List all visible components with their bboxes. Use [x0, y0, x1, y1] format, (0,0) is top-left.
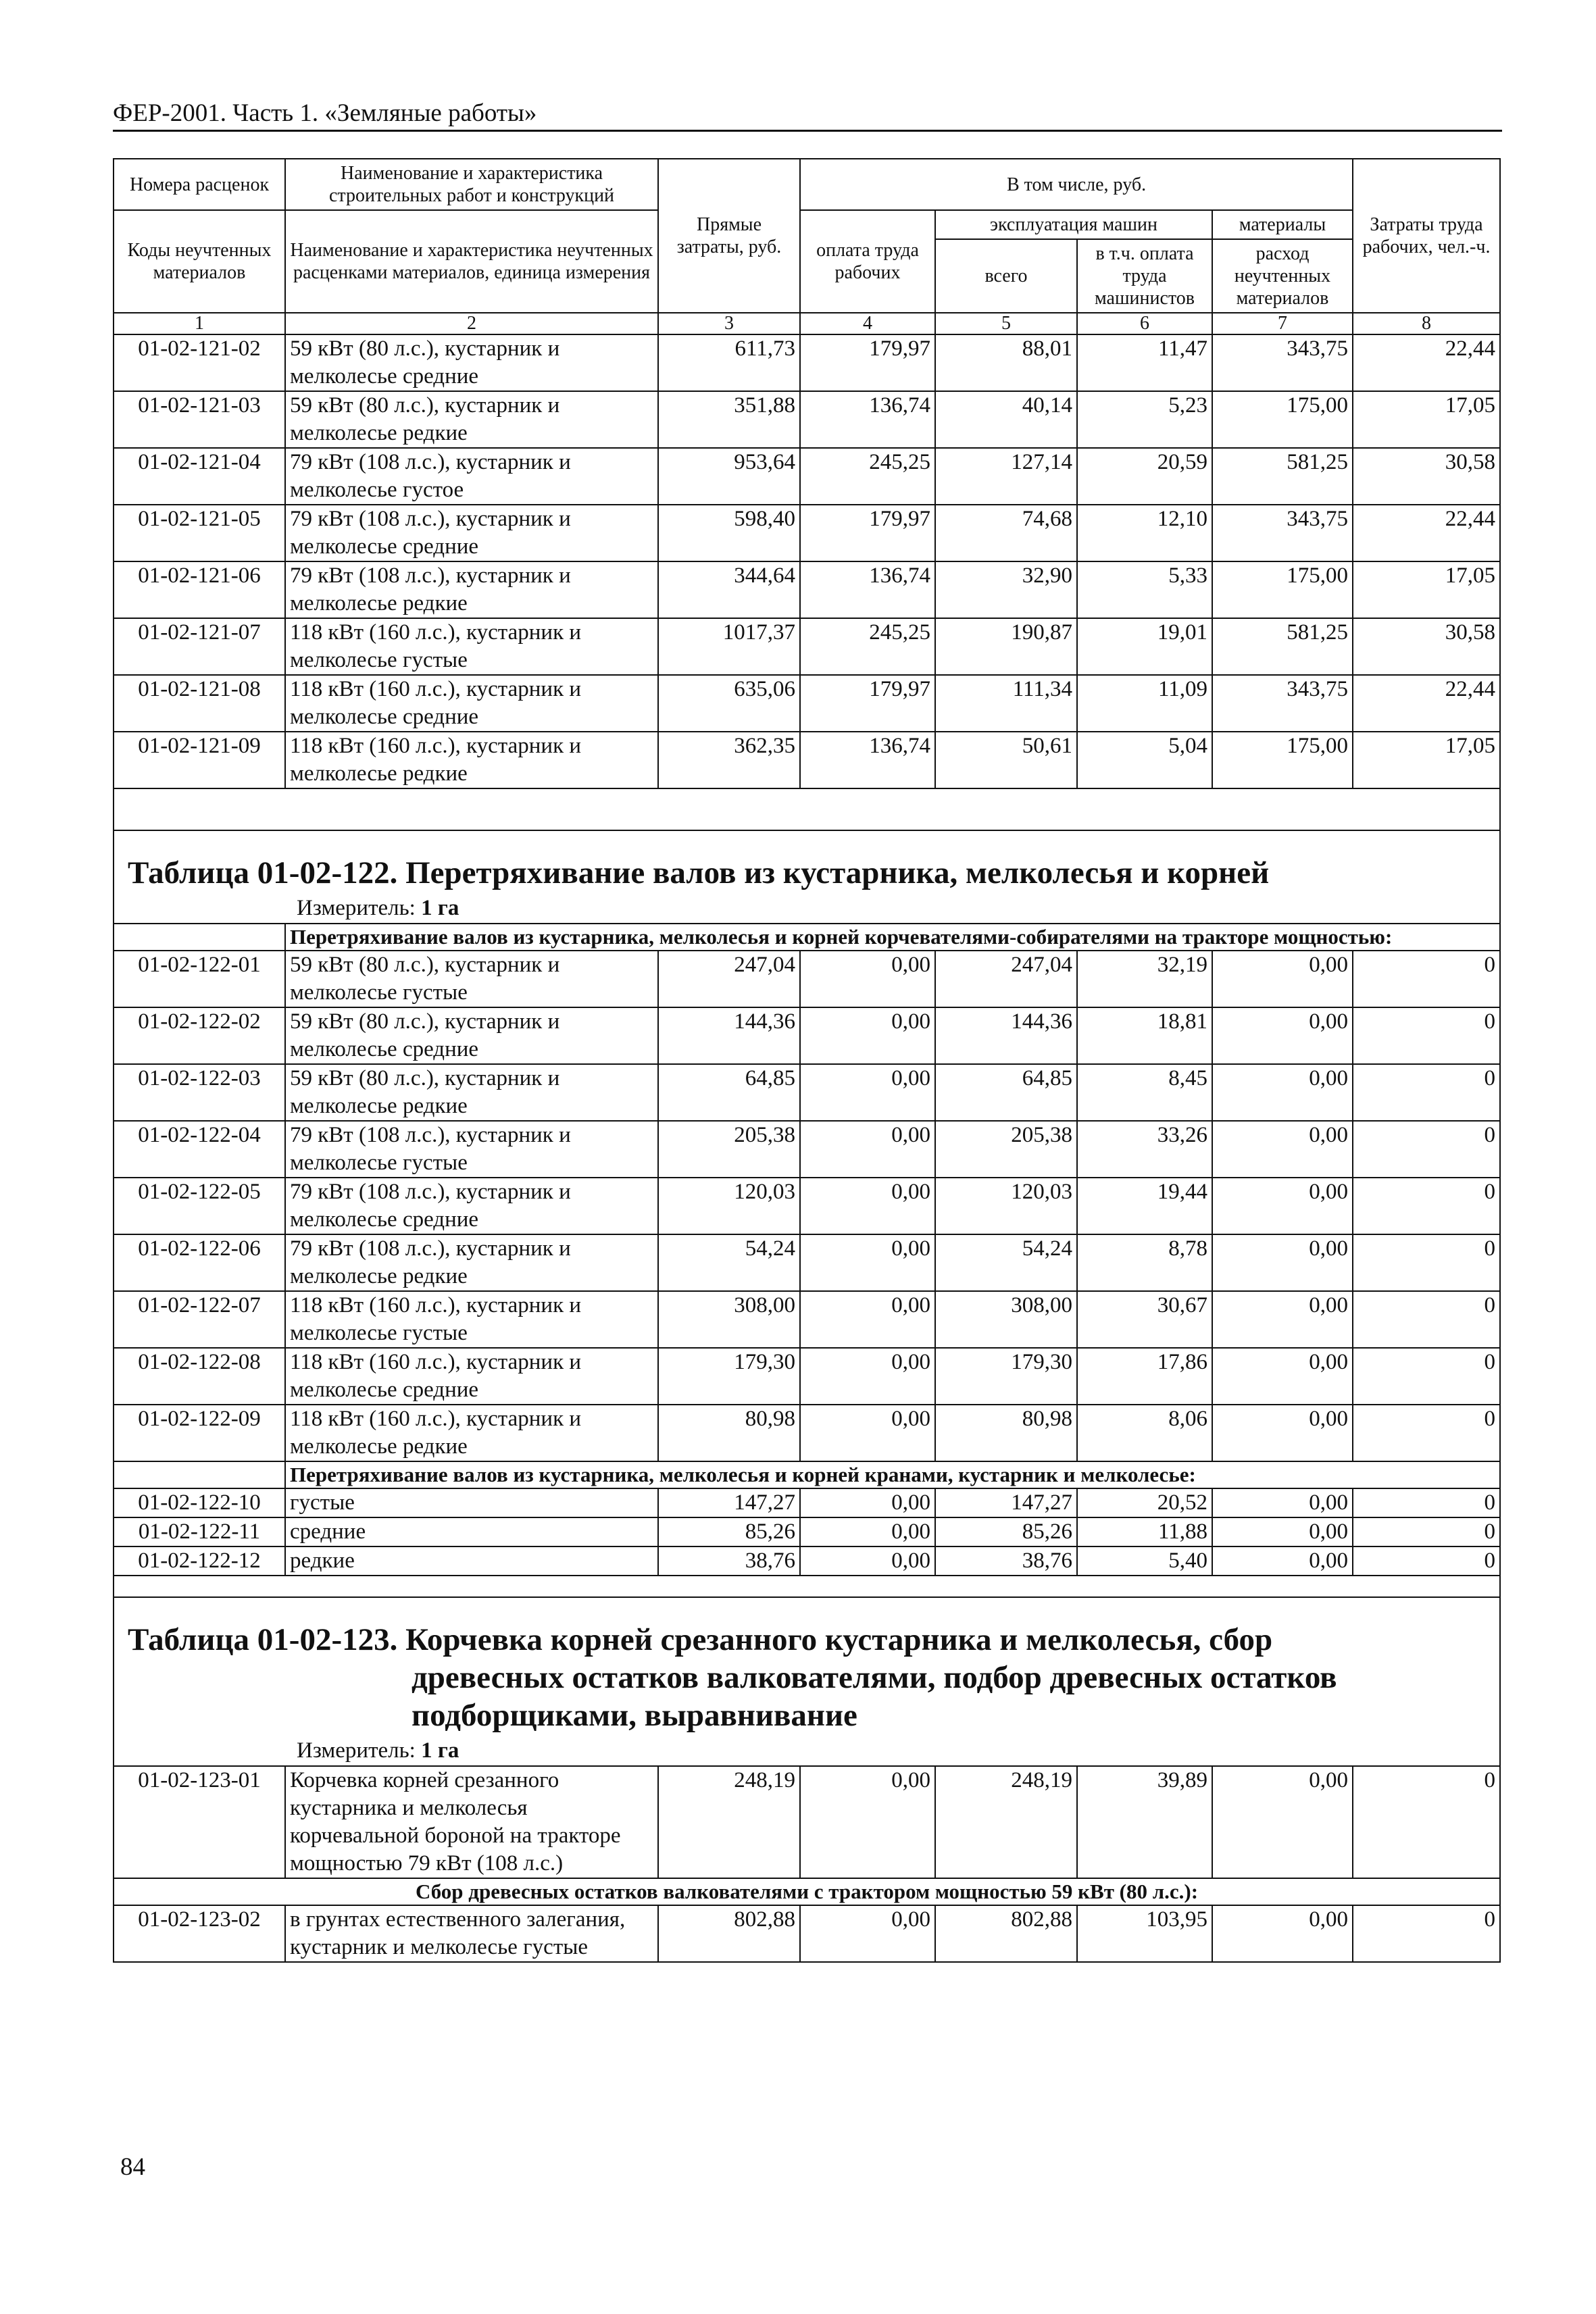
col-index: 7 [1212, 313, 1353, 334]
row-labor-pay: 245,25 [800, 618, 935, 675]
row-labor-pay: 0,00 [800, 1517, 935, 1546]
table-row [114, 1178, 1500, 1234]
row-labor-hours: 0 [1353, 1905, 1500, 1962]
row-code: 01-02-122-02 [114, 1007, 285, 1064]
row-labor-hours: 30,58 [1353, 448, 1500, 505]
row-direct: 205,38 [658, 1121, 800, 1178]
row-labor-pay: 0,00 [800, 1348, 935, 1405]
row-machines-labor: 32,19 [1077, 951, 1212, 1007]
row-labor-pay: 0,00 [800, 1488, 935, 1517]
row-materials: 175,00 [1212, 561, 1353, 618]
row-direct: 147,27 [658, 1488, 800, 1517]
col-incl: В том числе, руб. [800, 159, 1353, 210]
col-machines-labor: в т.ч. оплата труда машинистов [1077, 239, 1212, 313]
row-name: 59 кВт (80 л.с.), кустарник и мелколесье средние [285, 1007, 658, 1064]
row-code: 01-02-122-09 [114, 1405, 285, 1461]
row-labor-hours: 0 [1353, 1546, 1500, 1576]
col-index: 3 [658, 313, 800, 334]
row-code: 01-02-121-09 [114, 732, 285, 788]
row-direct: 351,88 [658, 391, 800, 448]
row-direct: 38,76 [658, 1546, 800, 1576]
row-name: 118 кВт (160 л.с.), кустарник и мелколесье средние [285, 1348, 658, 1405]
row-labor-hours: 22,44 [1353, 505, 1500, 561]
col-code-top: Номера расценок [114, 159, 285, 210]
row-labor-hours: 0 [1353, 1234, 1500, 1291]
row-labor-pay: 136,74 [800, 391, 935, 448]
row-labor-hours: 30,58 [1353, 618, 1500, 675]
group-header-row [114, 924, 1500, 951]
row-code: 01-02-121-05 [114, 505, 285, 561]
row-labor-pay: 0,00 [800, 1121, 935, 1178]
table-row [114, 334, 1500, 391]
row-machines-labor: 8,06 [1077, 1405, 1212, 1461]
row-materials: 0,00 [1212, 951, 1353, 1007]
row-labor-pay: 136,74 [800, 561, 935, 618]
row-machines-labor: 11,88 [1077, 1517, 1212, 1546]
table-row [114, 1405, 1500, 1461]
col-materials-sub: расход неучтенных материалов [1212, 239, 1353, 313]
row-materials: 0,00 [1212, 1517, 1353, 1546]
row-direct: 611,73 [658, 334, 800, 391]
row-machines-labor: 30,67 [1077, 1291, 1212, 1348]
unit-label: Измеритель: [297, 1738, 422, 1763]
row-labor-pay: 0,00 [800, 1007, 935, 1064]
price-table-frame [113, 158, 1502, 2050]
spacer-row [114, 1576, 1500, 1597]
row-machines-total: 144,36 [935, 1007, 1077, 1064]
row-machines-total: 120,03 [935, 1178, 1077, 1234]
col-index: 8 [1353, 313, 1500, 334]
row-machines-labor: 8,78 [1077, 1234, 1212, 1291]
row-code: 01-02-122-04 [114, 1121, 285, 1178]
row-machines-labor: 12,10 [1077, 505, 1212, 561]
row-labor-pay: 0,00 [800, 1291, 935, 1348]
row-name: 118 кВт (160 л.с.), кустарник и мелколесье редкие [285, 1405, 658, 1461]
row-code: 01-02-123-02 [114, 1905, 285, 1962]
row-machines-total: 247,04 [935, 951, 1077, 1007]
table-123-title-row [114, 1597, 1500, 1737]
table-121-body [114, 334, 1500, 788]
col-index: 1 [114, 313, 285, 334]
row-name: густые [285, 1488, 658, 1517]
row-materials: 0,00 [1212, 1007, 1353, 1064]
unit-label: Измеритель: [297, 896, 422, 920]
row-machines-total: 64,85 [935, 1064, 1077, 1121]
row-direct: 1017,37 [658, 618, 800, 675]
table-row [114, 1766, 1500, 1878]
row-labor-pay: 0,00 [800, 1766, 935, 1878]
row-machines-labor: 18,81 [1077, 1007, 1212, 1064]
unit-value: 1 га [421, 1738, 459, 1763]
page-header: ФЕР-2001. Часть 1. «Земляные работы» [113, 99, 1502, 132]
row-labor-pay: 0,00 [800, 1064, 935, 1121]
row-name: 79 кВт (108 л.с.), кустарник и мелколесье средние [285, 1178, 658, 1234]
row-name: 59 кВт (80 л.с.), кустарник и мелколесье густые [285, 951, 658, 1007]
table-122-unit-row [114, 895, 1500, 924]
row-machines-labor: 5,04 [1077, 732, 1212, 788]
row-direct: 248,19 [658, 1766, 800, 1878]
table-123-title [114, 1597, 1500, 1737]
row-machines-total: 127,14 [935, 448, 1077, 505]
row-machines-labor: 17,86 [1077, 1348, 1212, 1405]
row-name: 79 кВт (108 л.с.), кустарник и мелколесье средние [285, 505, 658, 561]
row-code: 01-02-121-02 [114, 334, 285, 391]
group-header-row [114, 1461, 1500, 1488]
col-name-top: Наименование и характеристика строительных работ и конструкций [285, 159, 658, 210]
row-direct: 54,24 [658, 1234, 800, 1291]
table-row [114, 1546, 1500, 1576]
row-name: редкие [285, 1546, 658, 1576]
row-machines-total: 308,00 [935, 1291, 1077, 1348]
table-row [114, 951, 1500, 1007]
row-materials: 0,00 [1212, 1766, 1353, 1878]
row-materials: 0,00 [1212, 1234, 1353, 1291]
row-labor-pay: 136,74 [800, 732, 935, 788]
table-122-group1: Перетряхивание валов из кустарника, мелколесья и корней корчевателями-собирателями на тракторе мощностью: [285, 924, 1500, 951]
row-code: 01-02-121-04 [114, 448, 285, 505]
row-direct: 362,35 [658, 732, 800, 788]
table-row [114, 618, 1500, 675]
row-materials: 581,25 [1212, 448, 1353, 505]
row-code: 01-02-123-01 [114, 1766, 285, 1878]
table-row [114, 505, 1500, 561]
row-materials: 175,00 [1212, 391, 1353, 448]
row-machines-labor: 11,09 [1077, 675, 1212, 732]
col-index: 6 [1077, 313, 1212, 334]
table-row [114, 675, 1500, 732]
row-materials: 0,00 [1212, 1546, 1353, 1576]
row-direct: 953,64 [658, 448, 800, 505]
table-122-body-1 [114, 951, 1500, 1461]
table-row [114, 561, 1500, 618]
row-machines-labor: 11,47 [1077, 334, 1212, 391]
price-table [113, 158, 1501, 1963]
table-row [114, 448, 1500, 505]
row-direct: 85,26 [658, 1517, 800, 1546]
row-labor-hours: 0 [1353, 951, 1500, 1007]
row-code: 01-02-122-07 [114, 1291, 285, 1348]
row-materials: 343,75 [1212, 675, 1353, 732]
row-machines-total: 54,24 [935, 1234, 1077, 1291]
table-row [114, 1488, 1500, 1517]
row-name: 59 кВт (80 л.с.), кустарник и мелколесье редкие [285, 1064, 658, 1121]
row-labor-pay: 0,00 [800, 1405, 935, 1461]
row-machines-labor: 39,89 [1077, 1766, 1212, 1878]
spacer-row [114, 788, 1500, 830]
row-labor-hours: 0 [1353, 1121, 1500, 1178]
row-code: 01-02-122-01 [114, 951, 285, 1007]
row-materials: 0,00 [1212, 1064, 1353, 1121]
row-code: 01-02-121-06 [114, 561, 285, 618]
row-labor-pay: 245,25 [800, 448, 935, 505]
column-index-row [114, 313, 1500, 334]
table-row [114, 1291, 1500, 1348]
row-materials: 0,00 [1212, 1905, 1353, 1962]
row-materials: 581,25 [1212, 618, 1353, 675]
row-labor-pay: 0,00 [800, 1905, 935, 1962]
row-machines-total: 190,87 [935, 618, 1077, 675]
row-labor-pay: 0,00 [800, 1234, 935, 1291]
col-name-bottom: Наименование и характеристика неучтенных расценками материалов, единица измерения [285, 210, 658, 313]
row-machines-labor: 20,52 [1077, 1488, 1212, 1517]
col-labor-pay: оплата труда рабочих [800, 210, 935, 313]
row-labor-hours: 0 [1353, 1348, 1500, 1405]
row-labor-pay: 0,00 [800, 1546, 935, 1576]
table-123-group: Сбор древесных остатков валкователями с трактором мощностью 59 кВт (80 л.с.): [114, 1878, 1500, 1905]
row-machines-labor: 5,23 [1077, 391, 1212, 448]
row-machines-total: 179,30 [935, 1348, 1077, 1405]
table-row [114, 391, 1500, 448]
row-machines-labor: 8,45 [1077, 1064, 1212, 1121]
row-code: 01-02-122-12 [114, 1546, 285, 1576]
row-name: 79 кВт (108 л.с.), кустарник и мелколесье густые [285, 1121, 658, 1178]
table-row [114, 1348, 1500, 1405]
row-name: в грунтах естественного залегания, кустарник и мелколесье густые [285, 1905, 658, 1962]
row-direct: 247,04 [658, 951, 800, 1007]
row-machines-total: 74,68 [935, 505, 1077, 561]
row-materials: 0,00 [1212, 1121, 1353, 1178]
col-materials: материалы [1212, 210, 1353, 239]
row-machines-total: 38,76 [935, 1546, 1077, 1576]
row-machines-total: 80,98 [935, 1405, 1077, 1461]
row-code: 01-02-121-08 [114, 675, 285, 732]
row-machines-total: 88,01 [935, 334, 1077, 391]
row-materials: 175,00 [1212, 732, 1353, 788]
row-direct: 344,64 [658, 561, 800, 618]
row-direct: 635,06 [658, 675, 800, 732]
row-machines-total: 40,14 [935, 391, 1077, 448]
row-code: 01-02-122-06 [114, 1234, 285, 1291]
table-122-body-2 [114, 1488, 1500, 1576]
row-name: 118 кВт (160 л.с.), кустарник и мелколесье густые [285, 618, 658, 675]
row-name: 59 кВт (80 л.с.), кустарник и мелколесье редкие [285, 391, 658, 448]
row-materials: 0,00 [1212, 1405, 1353, 1461]
col-direct: Прямые затраты, руб. [658, 159, 800, 313]
row-name: 79 кВт (108 л.с.), кустарник и мелколесье густое [285, 448, 658, 505]
row-direct: 80,98 [658, 1405, 800, 1461]
row-machines-labor: 33,26 [1077, 1121, 1212, 1178]
table-row [114, 1905, 1500, 1962]
row-labor-hours: 0 [1353, 1405, 1500, 1461]
row-labor-hours: 22,44 [1353, 334, 1500, 391]
row-machines-total: 50,61 [935, 732, 1077, 788]
row-labor-hours: 0 [1353, 1766, 1500, 1878]
row-machines-total: 248,19 [935, 1766, 1077, 1878]
row-machines-total: 147,27 [935, 1488, 1077, 1517]
row-materials: 0,00 [1212, 1348, 1353, 1405]
row-machines-total: 802,88 [935, 1905, 1077, 1962]
row-materials: 0,00 [1212, 1178, 1353, 1234]
row-name: Корчевка корней срезанного кустарника и мелколесья корчевальной бороной на тракторе мощностью 79 кВт (108 л.с.) [285, 1766, 658, 1878]
row-direct: 308,00 [658, 1291, 800, 1348]
row-materials: 343,75 [1212, 334, 1353, 391]
col-index: 2 [285, 313, 658, 334]
row-labor-hours: 0 [1353, 1007, 1500, 1064]
row-name: 79 кВт (108 л.с.), кустарник и мелколесье редкие [285, 1234, 658, 1291]
row-direct: 144,36 [658, 1007, 800, 1064]
row-labor-pay: 179,97 [800, 334, 935, 391]
row-labor-hours: 0 [1353, 1178, 1500, 1234]
row-code: 01-02-121-07 [114, 618, 285, 675]
row-labor-hours: 0 [1353, 1488, 1500, 1517]
row-direct: 802,88 [658, 1905, 800, 1962]
table-row [114, 1234, 1500, 1291]
row-materials: 0,00 [1212, 1291, 1353, 1348]
row-machines-labor: 5,33 [1077, 561, 1212, 618]
row-direct: 120,03 [658, 1178, 800, 1234]
row-labor-pay: 179,97 [800, 505, 935, 561]
table-122-title: Таблица 01-02-122. Перетряхивание валов из кустарника, мелколесья и корней [114, 830, 1500, 895]
row-materials: 343,75 [1212, 505, 1353, 561]
row-machines-labor: 19,44 [1077, 1178, 1212, 1234]
col-machines: эксплуатация машин [935, 210, 1212, 239]
col-index: 4 [800, 313, 935, 334]
row-name: 118 кВт (160 л.с.), кустарник и мелколесье густые [285, 1291, 658, 1348]
row-code: 01-02-122-08 [114, 1348, 285, 1405]
table-row [114, 1007, 1500, 1064]
col-code-bottom: Коды неучтенных материалов [114, 210, 285, 313]
col-machines-total: всего [935, 239, 1077, 313]
row-code: 01-02-121-03 [114, 391, 285, 448]
row-name: 118 кВт (160 л.с.), кустарник и мелколесье средние [285, 675, 658, 732]
table-123-title-line2: древесных остатков валкователями, подбор древесных остатков [412, 1660, 1337, 1695]
row-labor-hours: 0 [1353, 1517, 1500, 1546]
table-122-title-row [114, 830, 1500, 895]
table-row [114, 732, 1500, 788]
row-labor-pay: 0,00 [800, 951, 935, 1007]
row-name: средние [285, 1517, 658, 1546]
row-machines-total: 32,90 [935, 561, 1077, 618]
row-direct: 598,40 [658, 505, 800, 561]
row-direct: 64,85 [658, 1064, 800, 1121]
col-index: 5 [935, 313, 1077, 334]
row-labor-hours: 0 [1353, 1291, 1500, 1348]
row-name: 79 кВт (108 л.с.), кустарник и мелколесье редкие [285, 561, 658, 618]
row-machines-labor: 103,95 [1077, 1905, 1212, 1962]
row-labor-hours: 17,05 [1353, 561, 1500, 618]
table-122-group2: Перетряхивание валов из кустарника, мелколесья и корней кранами, кустарник и мелколесье: [285, 1461, 1500, 1488]
row-machines-labor: 19,01 [1077, 618, 1212, 675]
row-machines-labor: 20,59 [1077, 448, 1212, 505]
table-123-title-line3: подборщиками, выравнивание [412, 1698, 857, 1733]
row-labor-pay: 0,00 [800, 1178, 935, 1234]
row-machines-total: 205,38 [935, 1121, 1077, 1178]
row-machines-total: 111,34 [935, 675, 1077, 732]
row-code: 01-02-122-10 [114, 1488, 285, 1517]
table-123-unit-row [114, 1737, 1500, 1766]
row-labor-hours: 17,05 [1353, 732, 1500, 788]
row-code: 01-02-122-11 [114, 1517, 285, 1546]
unit-value: 1 га [421, 896, 459, 920]
row-labor-hours: 0 [1353, 1064, 1500, 1121]
col-labor-hours: Затраты труда рабочих, чел.-ч. [1353, 159, 1500, 313]
row-labor-hours: 17,05 [1353, 391, 1500, 448]
row-code: 01-02-122-05 [114, 1178, 285, 1234]
table-row [114, 1517, 1500, 1546]
table-123-title-line1: Таблица 01-02-123. Корчевка корней срезанного кустарника и мелколесья, сбор [128, 1622, 1273, 1657]
table-row [114, 1064, 1500, 1121]
row-code: 01-02-122-03 [114, 1064, 285, 1121]
row-name: 118 кВт (160 л.с.), кустарник и мелколесье редкие [285, 732, 658, 788]
row-direct: 179,30 [658, 1348, 800, 1405]
group-header-row [114, 1878, 1500, 1905]
row-labor-pay: 179,97 [800, 675, 935, 732]
row-materials: 0,00 [1212, 1488, 1353, 1517]
page-number: 84 [120, 2153, 145, 2181]
row-name: 59 кВт (80 л.с.), кустарник и мелколесье средние [285, 334, 658, 391]
table-row [114, 1121, 1500, 1178]
row-machines-total: 85,26 [935, 1517, 1077, 1546]
row-machines-labor: 5,40 [1077, 1546, 1212, 1576]
row-labor-hours: 22,44 [1353, 675, 1500, 732]
